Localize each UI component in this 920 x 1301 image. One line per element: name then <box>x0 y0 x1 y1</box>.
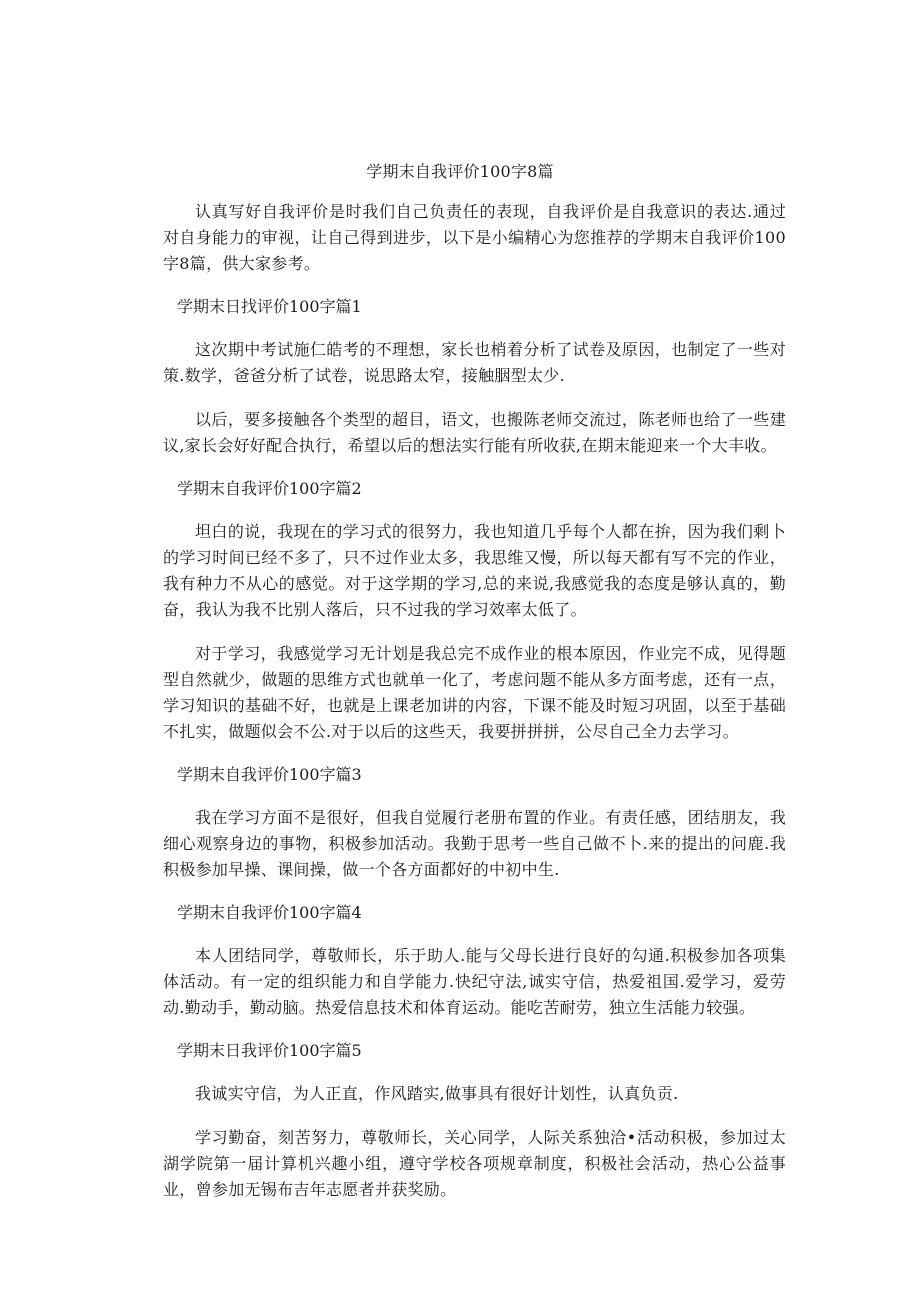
intro-paragraph: 认真写好自我评价是时我们自己负责任的表现，自我评价是自我意识的表达.通过对自身能力的审视，让自己得到进步，以下是小编精心为您推荐的学期末自我评价100字8篇，供大家参考。 <box>163 202 786 273</box>
section-4 <box>163 901 786 1021</box>
section-heading: 学期末日找评价100字篇1 <box>177 297 362 316</box>
section-5 <box>163 1039 786 1203</box>
section-paragraph: 本人团结同学，尊敬师长，乐于助人.能与父母长进行良好的勾通.积极参加各项集体活动。有一定的组织能力和自学能力.快纪守法,诚实守信，热爱祖国.爱学习，爱劳动.勤动手，勤动脑。热爱信息技术和体育运动。能吃苦耐劳，独立生活能力较强。 <box>163 946 786 1017</box>
section-paragraph: 这次期中考试施仁皓考的不理想，家长也梢着分析了试卷及原因，也制定了一些对策.数学，爸爸分析了试卷，说思路太窄，接触胭型太少. <box>163 340 786 385</box>
document-body <box>163 199 786 1221</box>
section-3 <box>163 763 786 883</box>
section-paragraph: 以后，要多接触各个类型的超目，语文，也搬陈老师交流过，陈老师也给了一些建议,家长会好好配合执行，希望以后的想法实行能有所收获,在期末能迎来一个大丰收。 <box>163 410 786 455</box>
document-title: 学期末自我评价100字8篇 <box>366 162 554 181</box>
section-paragraph: 对于学习，我感觉学习无计划是我总完不成作业的根本原因，作业完不成，见得题型自然就少，做题的思维方式也就单一化了，考虑问题不能从多方面考虑，还有一点，学习知识的基础不好，也就是上课老加讲的内容，下课不能及时短习巩固，以至于基础不扎实，做题似会不公.对于以后的这些天，我要拼拼拼，公尽自己全力去学习。 <box>163 644 786 741</box>
section-paragraph: 我在学习方面不是很好，但我自觉履行老册布置的作业。有责任感，团结朋友，我细心观察身边的事物，积极参加活动。我勤于思考一些自己做不卜.来的提出的问鹿.我积极参加早操、课间操，做一个各方面都好的中初中生. <box>163 808 786 879</box>
section-2 <box>163 477 786 745</box>
section-heading: 学期末日我评价100字篇5 <box>177 1041 362 1060</box>
section-paragraph: 学习勤奋，刻苦努力，尊敬师长，关心同学，人际关系独洽•活动积极，参加过太湖学院第一届计算机兴趣小组，遵守学校各项规章制度，积极社会活动，热心公益事业，曾参加无锡布吉年志愿者并获奖励。 <box>163 1128 786 1199</box>
section-heading: 学期末自我评价100字篇3 <box>177 765 362 784</box>
section-heading: 学期末自我评价100字篇2 <box>177 479 362 498</box>
section-paragraph: 坦白的说，我现在的学习式的很努力，我也知道几乎每个人都在拚，因为我们剩卜的学习时间已经不多了，只不过作业太多，我思维又慢，所以每天都有写不完的作业，我有种力不从心的感觉。对于这学期的学习,总的来说,我感觉我的态度是够认真的，勤奋，我认为我不比别人落后，只不过我的学习效率太低了。 <box>163 522 786 619</box>
section-heading: 学期末自我评价100字篇4 <box>177 903 362 922</box>
section-paragraph: 我诚实守信，为人正直，作风踏实,做事具有很好计划性，认真负贡. <box>195 1084 679 1103</box>
section-1 <box>163 295 786 459</box>
